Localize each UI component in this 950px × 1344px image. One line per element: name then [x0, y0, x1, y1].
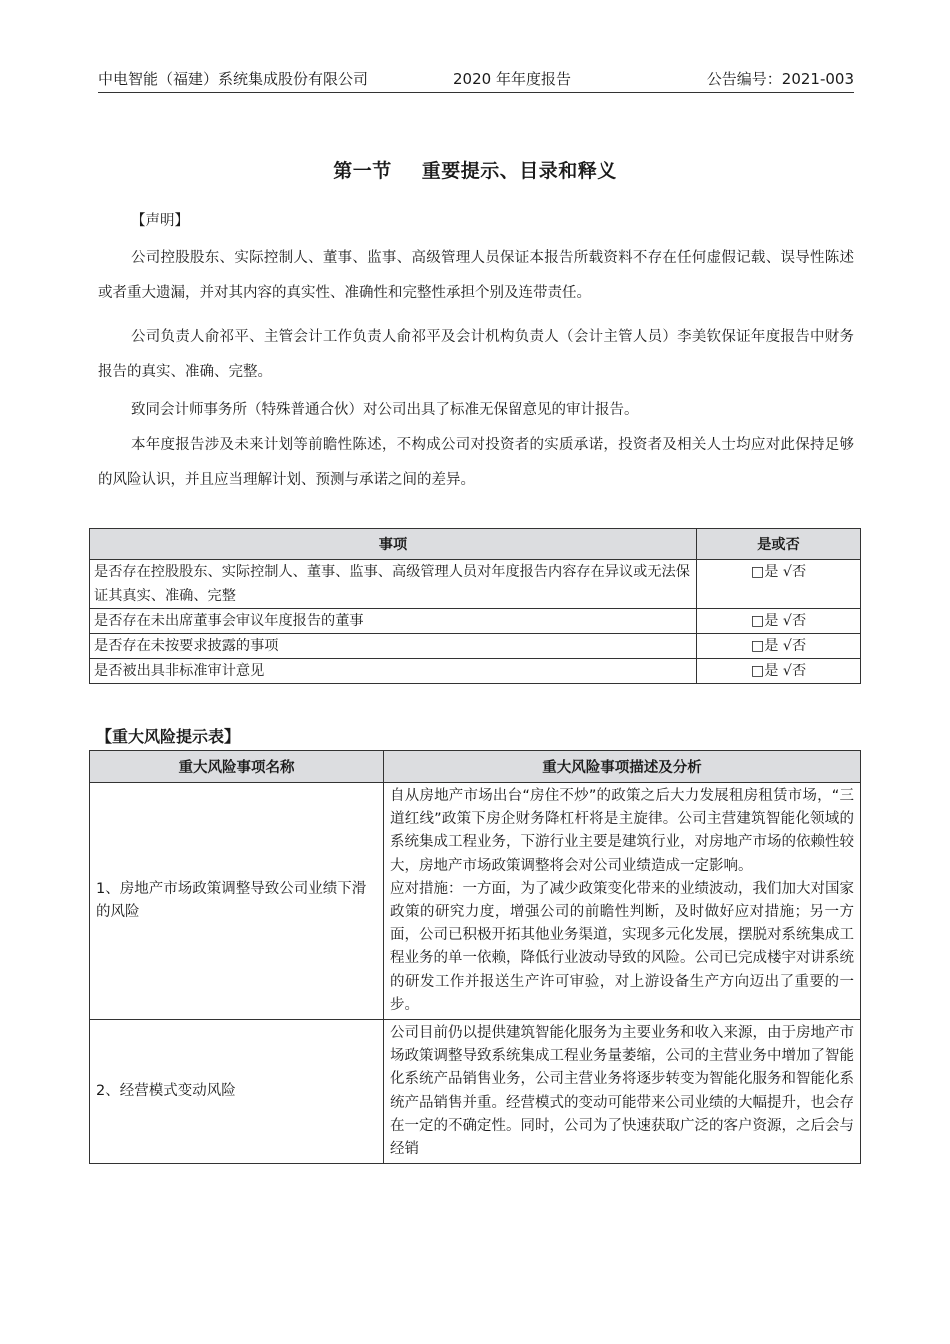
header-announcement-code: 公告编号：2021-003 — [706, 70, 854, 88]
table-row — [90, 634, 861, 659]
risk-name-cell: 2、经营模式变动风险 — [90, 1020, 384, 1164]
risk-name-cell: 1、房地产市场政策调整导致公司业绩下滑的风险 — [90, 783, 384, 1020]
table-row — [90, 783, 861, 1020]
statement-paragraph-3: 致同会计师事务所（特殊普通合伙）对公司出具了标准无保留意见的审计报告。 — [131, 402, 639, 418]
matters-table — [89, 528, 861, 684]
column-header-risk-description: 重大风险事项描述及分析 — [384, 751, 861, 783]
section-title — [0, 156, 950, 183]
column-header-risk-name: 重大风险事项名称 — [90, 751, 384, 783]
statement-paragraph-4: 本年度报告涉及未来计划等前瞻性陈述，不构成公司对投资者的实质承诺，投资者及相关人士均应对此保持足够的风险认识，并且应当理解计划、预测与承诺之间的差异。 — [98, 437, 854, 488]
answer-cell: □是 √否 — [697, 634, 861, 659]
table-header-row — [90, 529, 861, 560]
risk-description-cell — [384, 1020, 861, 1164]
page-header — [98, 68, 854, 93]
risk-description-text: 公司目前仍以提供建筑智能化服务为主要业务和收入来源，由于房地产市场政策调整导致系统集成工程业务量萎缩，公司的主营业务中增加了智能化系统产品销售业务，公司主营业务将逐步转变为智能化服务和智能化系统产品销售并重。经营模式的变动可能带来公司业绩的大幅提升，也会存在一定的不确定性。同时，公司为了快速获取广泛的客户资源，之后会与经销 — [390, 1025, 854, 1158]
statement-label: 【声明】 — [131, 213, 189, 229]
table-row — [90, 659, 861, 684]
section-number: 第一节 — [333, 160, 392, 182]
answer-cell: □是 √否 — [697, 659, 861, 684]
table-row — [90, 560, 861, 609]
matter-cell: 是否存在控股股东、实际控制人、董事、监事、高级管理人员对年度报告内容存在异议或无法保证其真实、准确、完整 — [90, 560, 697, 609]
header-company: 中电智能（福建）系统集成股份有限公司 — [98, 70, 369, 88]
risk-countermeasure-text: 应对措施：一方面，为了减少政策变化带来的业绩波动，我们加大对国家政策的研究力度，增强公司的前瞻性判断，及时做好应对措施；另一方面，公司已积极开拓其他业务渠道，实现多元化发展，摆脱对系统集成工程业务的单一依赖，降低行业波动导致的风险。公司已完成楼宇对讲系统的研发工作并报送生产许可审验，对上游设备生产方向迈出了重要的一步。 — [390, 880, 854, 1013]
matter-cell: 是否存在未按要求披露的事项 — [90, 634, 697, 659]
statement-paragraph-2: 公司负责人俞祁平、主管会计工作负责人俞祁平及会计机构负责人（会计主管人员）李美钦保证年度报告中财务报告的真实、准确、完整。 — [98, 329, 854, 380]
risk-description-cell — [384, 783, 861, 1020]
statement-paragraph-1: 公司控股股东、实际控制人、董事、监事、高级管理人员保证本报告所载资料不存在任何虚假记载、误导性陈述或者重大遗漏，并对其内容的真实性、准确性和完整性承担个别及连带责任。 — [98, 250, 854, 301]
matter-cell: 是否被出具非标准审计意见 — [90, 659, 697, 684]
risk-description-text: 自从房地产市场出台“房住不炒”的政策之后大力发展租房租赁市场，“三道红线”政策下房企财务降杠杆将是主旋律。公司主营建筑智能化领域的系统集成工程业务，下游行业主要是建筑行业，对房地产市场的依赖性较大，房地产市场政策调整将会对公司业绩造成一定影响。 — [390, 788, 854, 874]
table-row — [90, 609, 861, 634]
table-row — [90, 1020, 861, 1164]
column-header-yes-no: 是或否 — [697, 529, 861, 560]
table-header-row — [90, 751, 861, 783]
section-name: 重要提示、目录和释义 — [421, 160, 617, 182]
header-report-title: 2020 年年度报告 — [453, 70, 571, 88]
risk-table — [89, 750, 861, 1164]
matter-cell: 是否存在未出席董事会审议年度报告的董事 — [90, 609, 697, 634]
answer-cell: □是 √否 — [697, 560, 861, 609]
risk-table-label: 【重大风险提示表】 — [96, 727, 241, 746]
column-header-matter: 事项 — [90, 529, 697, 560]
answer-cell: □是 √否 — [697, 609, 861, 634]
